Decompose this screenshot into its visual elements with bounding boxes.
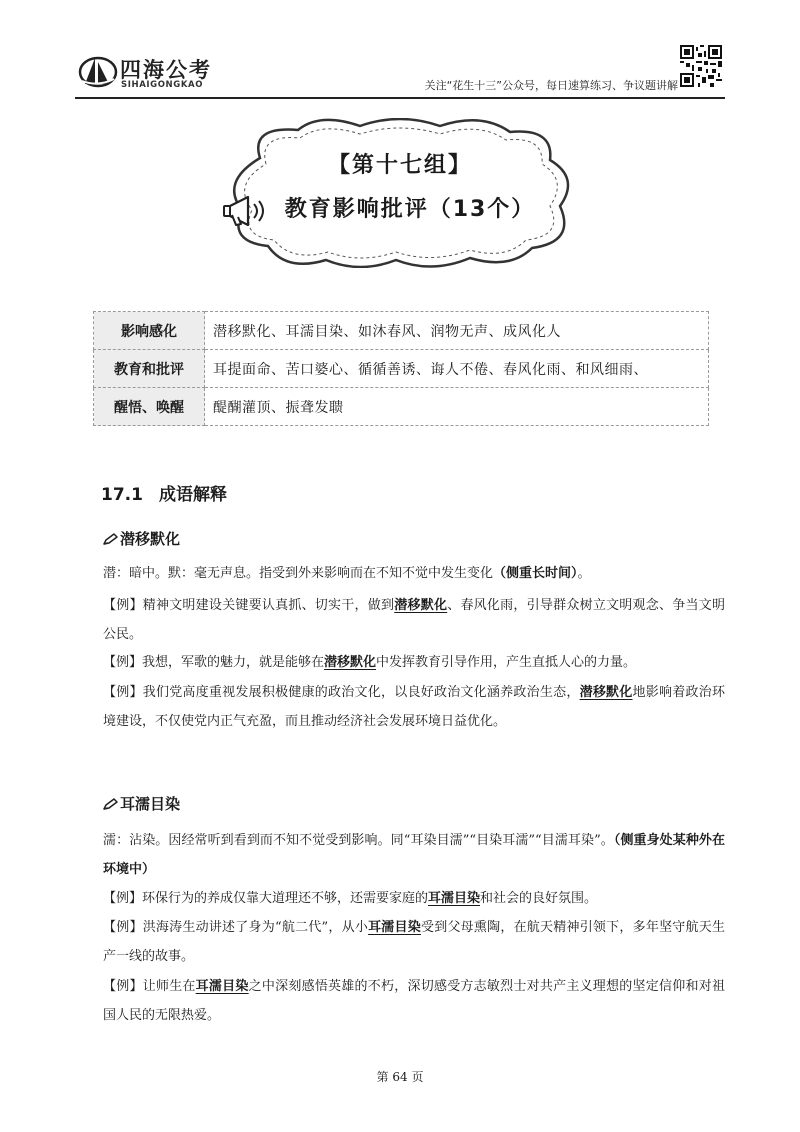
definition-text: 潜：暗中。默：毫无声息。指受到外来影响而在不知不觉中发生变化 — [103, 566, 494, 581]
brand-subtitle: SIHAIGONGKAO — [121, 80, 204, 90]
entry-title — [103, 528, 180, 549]
category-table — [93, 311, 709, 426]
example-paragraph — [103, 648, 725, 677]
header-slogan: 关注“花生十三”公众号，每日速算练习、争议题讲解 — [424, 79, 678, 92]
definition-end: 。 — [577, 566, 591, 581]
example-tag: 【例】 — [103, 891, 143, 906]
example-text: 、春风化雨，引导群众树立文明观念、争当文明公民。 — [103, 598, 725, 642]
pencil-icon — [103, 533, 119, 545]
example-paragraph — [103, 913, 725, 971]
section-heading — [101, 480, 227, 505]
example-paragraph — [103, 884, 725, 913]
section-number: 17.1 — [101, 485, 143, 505]
table-row — [94, 388, 709, 426]
example-idiom: 耳濡目染 — [368, 920, 421, 935]
example-idiom: 潜移默化 — [324, 655, 377, 670]
definition-text: 濡：沾染。因经常听到看到而不知不觉受到影响。同“耳染目濡”“目染耳濡”“目濡耳染”。 — [103, 833, 614, 848]
example-text: 环保行为的养成仅靠大道理还不够，还需要家庭的 — [142, 891, 429, 906]
entry-title-text: 耳濡目染 — [120, 795, 181, 813]
example-tag: 【例】 — [103, 920, 143, 935]
page-number: 第 64 页 — [376, 1070, 424, 1084]
category-words: 醍醐灌顶、振聋发聩 — [205, 388, 709, 426]
example-tag: 【例】 — [103, 979, 143, 994]
brand-name: 四海公考 — [120, 58, 212, 82]
header-divider — [75, 97, 725, 99]
definition-paragraph — [103, 826, 725, 884]
example-text: 让师生在 — [142, 979, 196, 994]
qr-code-icon — [680, 45, 722, 87]
category-words: 潜移默化、耳濡目染、如沐春风、润物无声、成风化人 — [205, 312, 709, 350]
example-tag: 【例】 — [103, 685, 143, 700]
example-tag: 【例】 — [103, 655, 143, 670]
example-text: 和社会的良好氛围。 — [480, 891, 598, 906]
example-text: 精神文明建设关键要认真抓、切实干，做到 — [142, 598, 395, 613]
example-idiom: 耳濡目染 — [195, 979, 249, 994]
definition-note: （侧重身处某种外在环境中） — [103, 833, 725, 877]
example-paragraph — [103, 972, 725, 1030]
example-text: 地影响着政治环境建设，不仅使党内正气充盈，而且推动经济社会发展环境日益优化。 — [103, 685, 725, 729]
example-text: 洪海涛生动讲述了身为“航二代”，从小 — [142, 920, 369, 935]
example-tag: 【例】 — [103, 598, 143, 613]
table-row — [94, 350, 709, 388]
example-paragraph — [103, 678, 725, 736]
category-name: 教育和批评 — [94, 350, 205, 388]
example-text: 之中深刻感悟英雄的不朽，深切感受方志敏烈士对共产主义理想的坚定信仰和对祖国人民的无限热爱。 — [103, 979, 725, 1023]
example-text: 我们党高度重视发展积极健康的政治文化，以良好政治文化涵养政治生态， — [142, 685, 580, 700]
section-title: 成语解释 — [158, 485, 227, 505]
example-idiom: 耳濡目染 — [428, 891, 481, 906]
megaphone-icon — [222, 193, 270, 229]
pencil-icon — [103, 798, 119, 810]
example-text: 中发挥教育引导作用，产生直抵人心的力量。 — [376, 655, 637, 670]
category-name: 醒悟、唤醒 — [94, 388, 205, 426]
table-row — [94, 312, 709, 350]
example-idiom: 潜移默化 — [394, 598, 448, 613]
example-paragraph — [103, 591, 725, 649]
definition-paragraph — [103, 559, 725, 588]
logo-icon — [78, 54, 118, 88]
entry-title — [103, 793, 180, 814]
example-text: 我想，军歌的魅力，就是能够在 — [142, 655, 325, 670]
category-name: 影响感化 — [94, 312, 205, 350]
example-idiom: 潜移默化 — [579, 685, 633, 700]
definition-note: （侧重长时间） — [493, 566, 578, 581]
topic-title: 教育影响批评（13个） — [284, 197, 536, 222]
example-text: 受到父母熏陶，在航天精神引领下，多年坚守航天生产一线的故事。 — [103, 920, 725, 964]
category-words: 耳提面命、苦口婆心、循循善诱、诲人不倦、春风化雨、和风细雨、 — [205, 350, 709, 388]
entry-title-text: 潜移默化 — [120, 530, 181, 548]
group-title: 【第十七组】 — [327, 153, 472, 178]
